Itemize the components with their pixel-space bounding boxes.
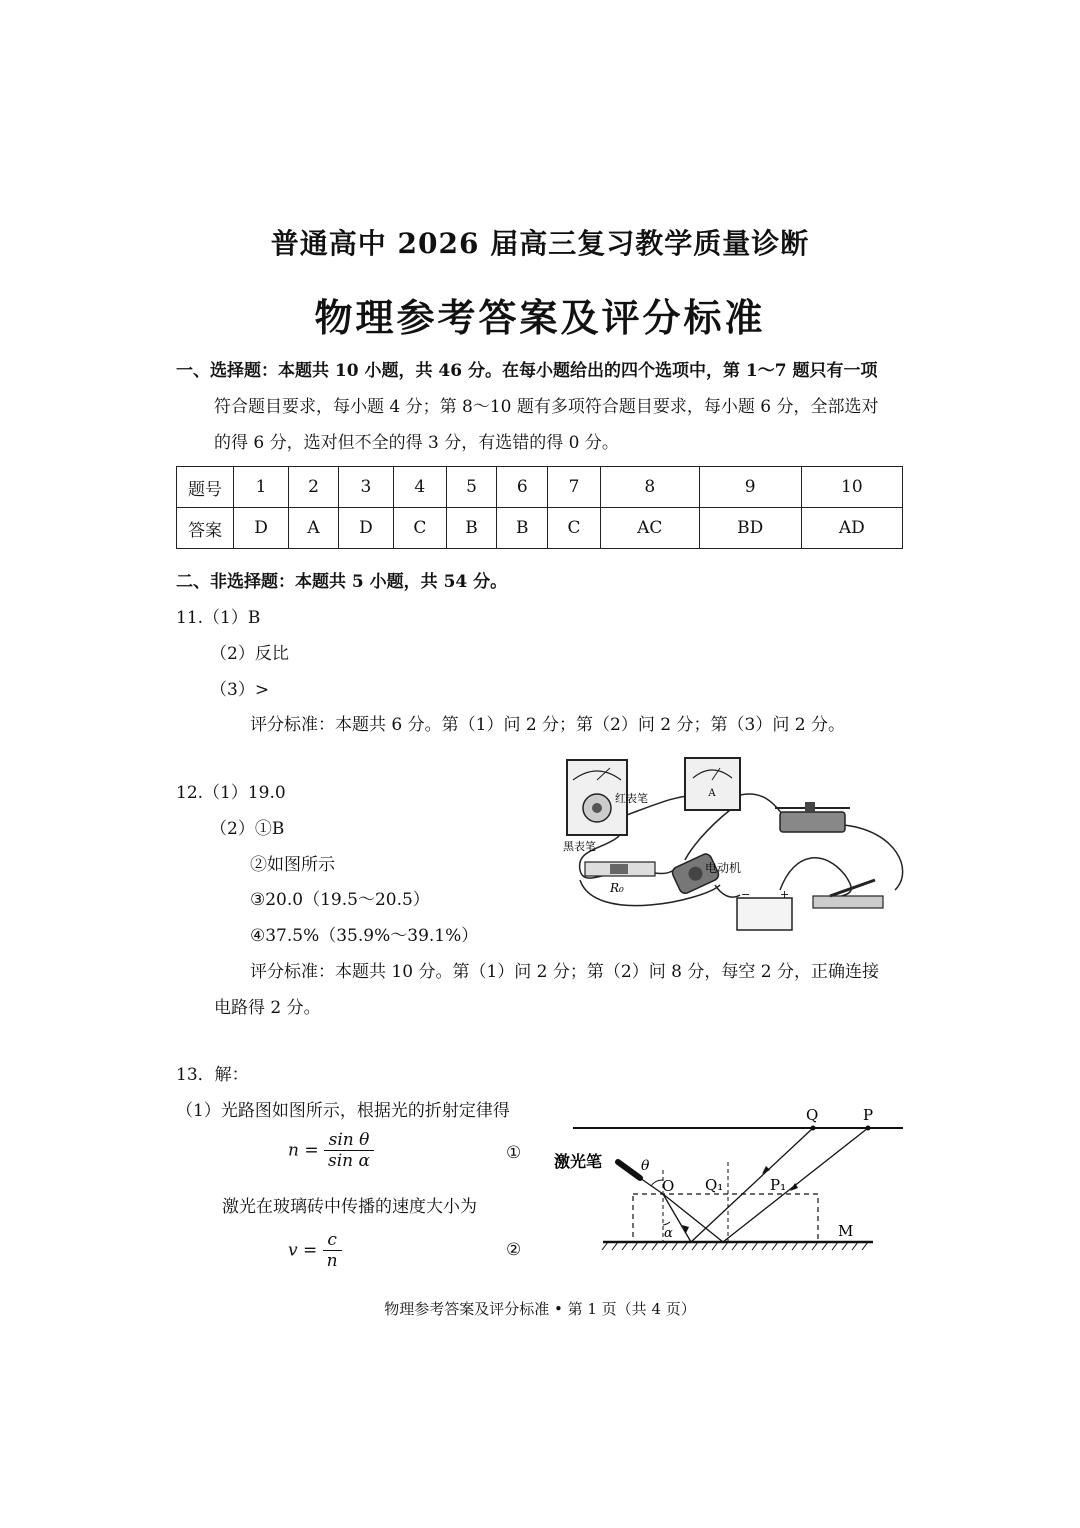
circuit-figure (555, 750, 910, 940)
q13-line1: （1）光路图如图所示，根据光的折射定律得 (176, 1101, 510, 1121)
page-footer: 物理参考答案及评分标准 • 第 1 页（共 4 页） (384, 1300, 696, 1318)
q12-answer-3: ②如图所示 (250, 855, 335, 875)
eq2-tag: ② (506, 1240, 522, 1260)
label-P1: P₁ (770, 1176, 787, 1194)
laser-pen (618, 1162, 640, 1178)
motor-label: 电动机 (705, 861, 742, 875)
equation-1 (288, 1130, 374, 1171)
table-cell: 3 (338, 467, 393, 508)
alpha-arc (663, 1222, 670, 1225)
resistor-label: R₀ (610, 881, 624, 895)
section1-line1: 一、选择题：本题共 10 小题，共 46 分。在每小题给出的四个选项中，第 1～7 题只有一项 (176, 361, 878, 381)
q11-answer-3: （3）> (210, 680, 270, 700)
eq2-denominator: n (326, 1251, 338, 1271)
label-M: M (838, 1222, 854, 1240)
table-header-cell: 答案 (177, 508, 234, 549)
q12-answer-4: ③20.0（19.5～20.5） (250, 890, 430, 910)
table-row-numbers (177, 467, 903, 508)
point-P (866, 1126, 871, 1131)
header-title: 普通高中 2026 届高三复习教学质量诊断 (270, 227, 810, 260)
section2-heading: 二、非选择题：本题共 5 小题，共 54 分。 (176, 572, 508, 592)
table-cell: D (234, 508, 289, 549)
table-cell: 6 (497, 467, 548, 508)
label-theta: θ (641, 1158, 650, 1174)
table-cell: 9 (699, 467, 801, 508)
point-Q (811, 1126, 816, 1131)
black-pen-label: 黑表笔 (563, 840, 596, 853)
answer-table (176, 466, 903, 549)
battery-plus: + (780, 888, 790, 901)
q12-answer-5: ④37.5%（35.9%～39.1%） (250, 926, 479, 946)
eq1-numerator: sin θ (324, 1130, 374, 1151)
q11-scoring: 评分标准：本题共 6 分。第（1）问 2 分；第（2）问 2 分；第（3）问 2 分。 (250, 715, 845, 735)
eq1-fraction (324, 1130, 374, 1171)
eq2-numerator: c (323, 1230, 342, 1251)
q11-answer-2: （2）反比 (210, 644, 289, 664)
battery-minus: − (741, 888, 751, 901)
eq1-tag: ① (506, 1143, 522, 1163)
ammeter-label: A (708, 788, 716, 799)
table-cell: 10 (801, 467, 902, 508)
label-Q1: Q₁ (705, 1176, 724, 1194)
page-title: 物理参考答案及评分标准 (314, 295, 766, 340)
table-header-cell: 题号 (177, 467, 234, 508)
glass-brick (633, 1194, 818, 1242)
table-cell: 4 (393, 467, 446, 508)
table-cell: AC (600, 508, 699, 549)
table-cell: 2 (289, 467, 339, 508)
table-cell: C (393, 508, 446, 549)
table-cell: AD (801, 508, 902, 549)
label-O: O (662, 1177, 675, 1195)
table-cell: B (497, 508, 548, 549)
q12-scoring-2: 电路得 2 分。 (214, 998, 321, 1018)
equation-2 (288, 1230, 342, 1271)
label-P: P (863, 1106, 874, 1124)
table-cell: A (289, 508, 339, 549)
optics-figure (548, 1100, 908, 1260)
q11-answer-1: 11.（1）B (176, 608, 261, 628)
label-alpha: α (664, 1226, 673, 1241)
eq2-lhs: v = (288, 1240, 318, 1261)
table-cell: 1 (234, 467, 289, 508)
eq2-fraction (323, 1230, 342, 1271)
q13-heading: 13．解： (176, 1065, 249, 1085)
table-cell: 7 (548, 467, 601, 508)
table-cell: B (446, 508, 497, 549)
table-cell: 8 (600, 467, 699, 508)
table-cell: BD (699, 508, 801, 549)
q12-answer-1: 12.（1）19.0 (176, 783, 286, 803)
section1-line3: 的得 6 分，选对但不全的得 3 分，有选错的得 0 分。 (214, 433, 619, 453)
label-Q: Q (806, 1106, 819, 1124)
laser-label: 激光笔 (554, 1152, 603, 1171)
eq1-lhs: n = (288, 1140, 319, 1161)
eq1-denominator: sin α (328, 1151, 371, 1171)
q12-scoring-1: 评分标准：本题共 10 分。第（1）问 2 分；第（2）问 8 分，每空 2 分，正确连接 (250, 962, 879, 982)
table-cell: D (338, 508, 393, 549)
q12-answer-2: （2）①B (210, 819, 285, 839)
table-row-answers (177, 508, 903, 549)
section1-line2: 符合题目要求，每小题 4 分；第 8～10 题有多项符合题目要求，每小题 6 分，全部选对 (214, 397, 879, 417)
red-pen-label: 红表笔 (615, 792, 648, 805)
table-cell: 5 (446, 467, 497, 508)
q13-line2: 激光在玻璃砖中传播的速度大小为 (222, 1197, 477, 1217)
table-cell: C (548, 508, 601, 549)
